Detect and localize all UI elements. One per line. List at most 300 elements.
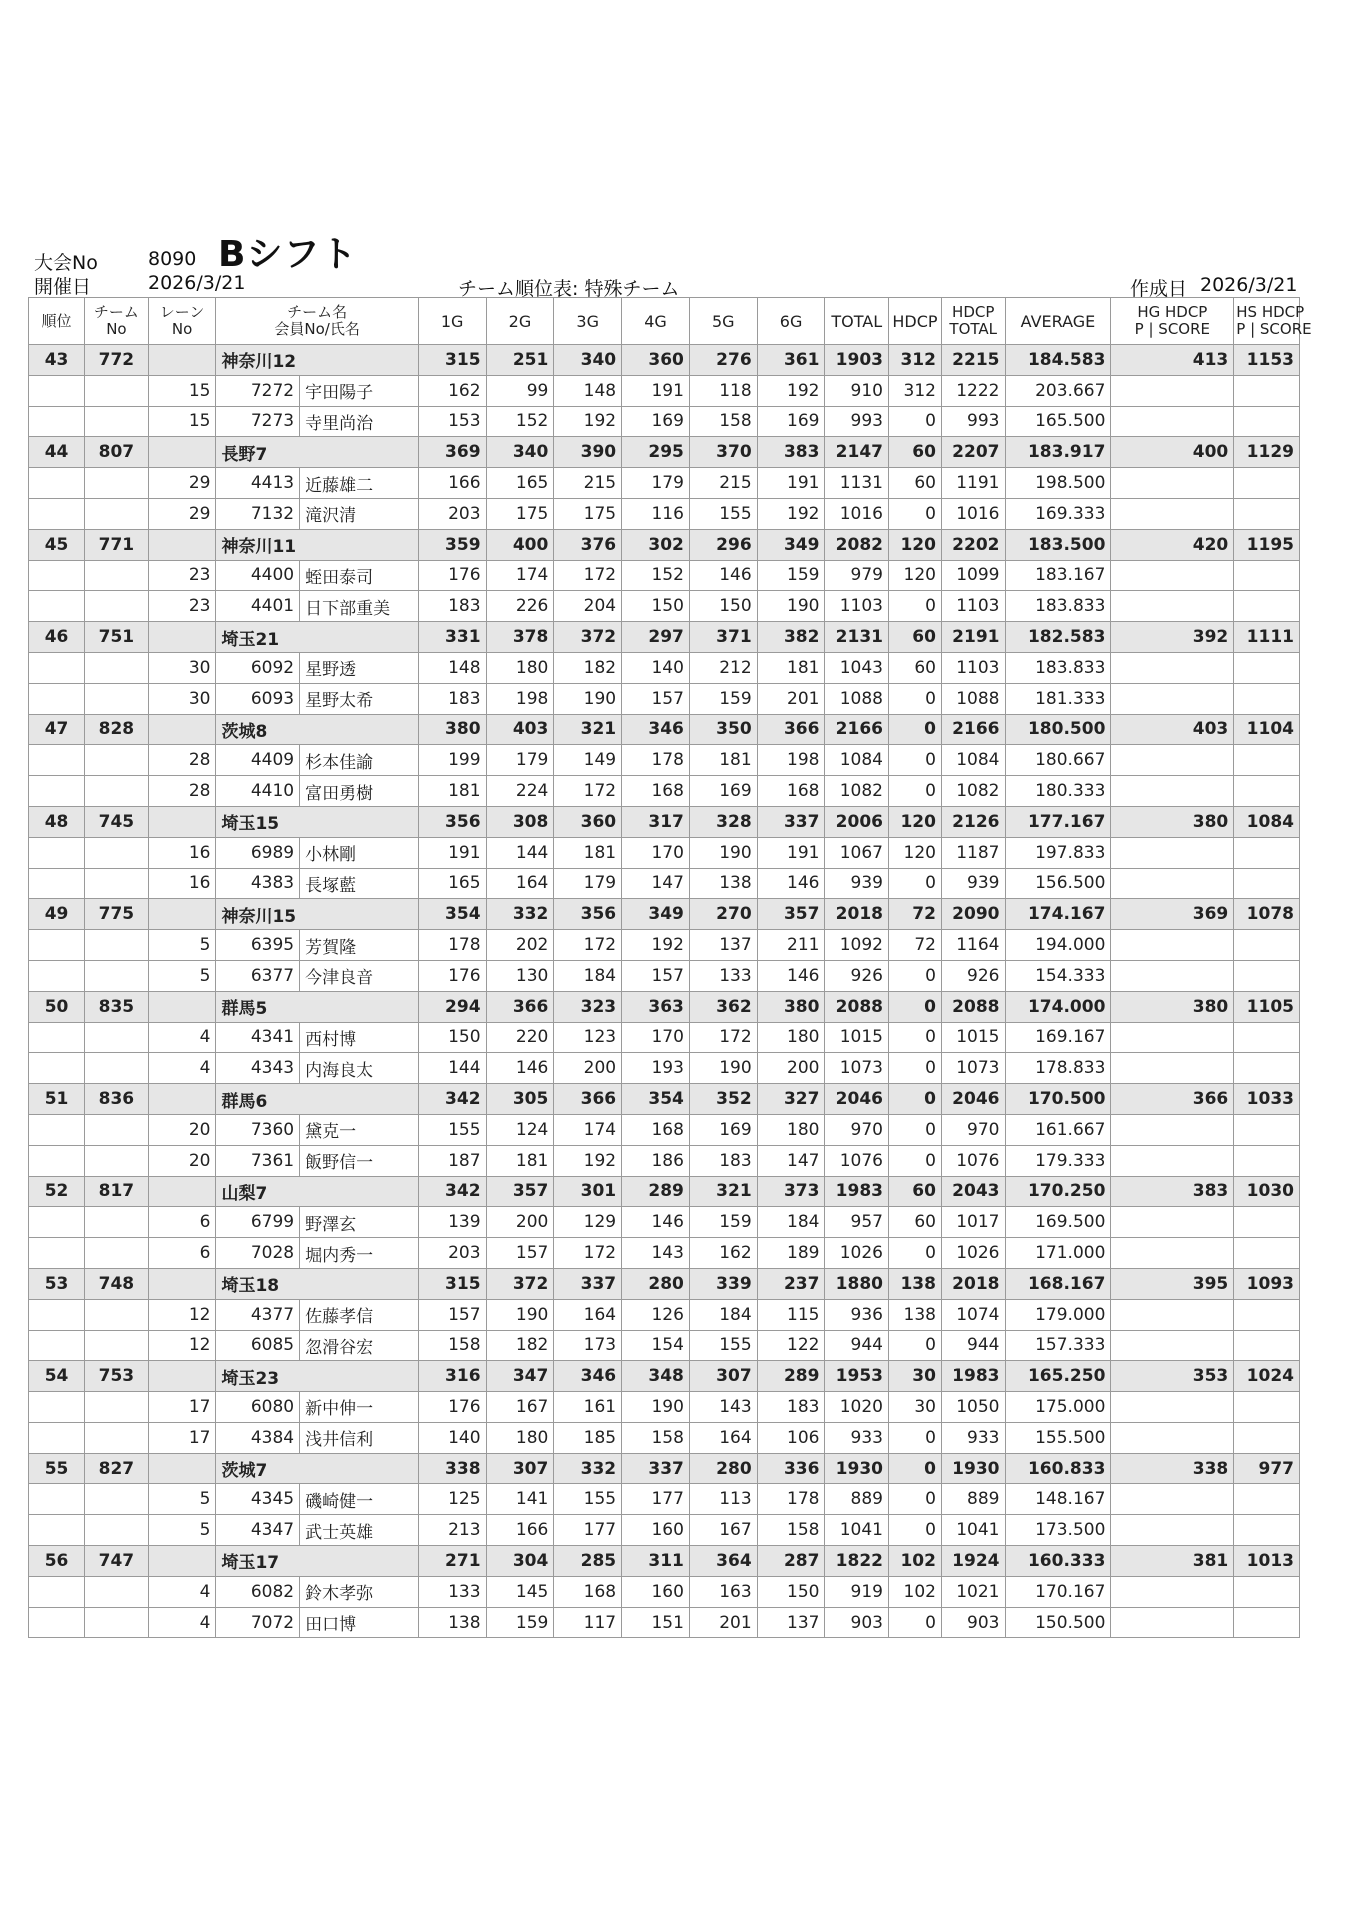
- team-game-6: 349: [757, 529, 825, 560]
- member-hdcp: 0: [889, 1238, 942, 1269]
- team-game-6: 361: [757, 345, 825, 376]
- member-lane: 5: [148, 1515, 216, 1546]
- team-game-2: 372: [486, 1268, 554, 1299]
- team-total: 2166: [825, 714, 889, 745]
- team-game-1: 359: [418, 529, 486, 560]
- team-game-2: 340: [486, 437, 554, 468]
- member-team-blank: [85, 1607, 149, 1638]
- member-game-3: 204: [554, 591, 622, 622]
- team-game-6: 380: [757, 991, 825, 1022]
- team-average: 183.917: [1005, 437, 1111, 468]
- member-game-5: 158: [689, 406, 757, 437]
- team-name: 埼玉21: [216, 622, 418, 653]
- member-rank-blank: [29, 498, 85, 529]
- team-game-5: 371: [689, 622, 757, 653]
- member-game-5: 113: [689, 1484, 757, 1515]
- team-hs-score: 1129: [1234, 437, 1300, 468]
- team-game-5: 350: [689, 714, 757, 745]
- member-game-2: 180: [486, 1422, 554, 1453]
- member-game-5: 155: [689, 1330, 757, 1361]
- member-hs-blank: [1234, 930, 1300, 961]
- member-game-6: 122: [757, 1330, 825, 1361]
- team-hs-score: 1093: [1234, 1268, 1300, 1299]
- member-game-6: 150: [757, 1576, 825, 1607]
- member-game-2: 182: [486, 1330, 554, 1361]
- member-game-5: 169: [689, 776, 757, 807]
- member-name: 滝沢清: [300, 498, 419, 529]
- member-rank-blank: [29, 868, 85, 899]
- member-hs-blank: [1234, 960, 1300, 991]
- member-name: 田口博: [300, 1607, 419, 1638]
- member-average: 197.833: [1005, 837, 1111, 868]
- team-total: 2088: [825, 991, 889, 1022]
- member-team-blank: [85, 1022, 149, 1053]
- member-hg-blank: [1111, 1484, 1234, 1515]
- member-game-4: 147: [622, 868, 690, 899]
- member-team-blank: [85, 1392, 149, 1423]
- team-game-1: 380: [418, 714, 486, 745]
- team-game-5: 321: [689, 1176, 757, 1207]
- member-game-1: 176: [418, 1392, 486, 1423]
- team-game-3: 332: [554, 1453, 622, 1484]
- team-lane-blank: [148, 991, 216, 1022]
- member-average: 157.333: [1005, 1330, 1111, 1361]
- member-hs-blank: [1234, 560, 1300, 591]
- member-hdcp: 0: [889, 1114, 942, 1145]
- member-game-5: 167: [689, 1515, 757, 1546]
- member-lane: 23: [148, 591, 216, 622]
- member-game-1: 183: [418, 683, 486, 714]
- member-no: 4347: [216, 1515, 300, 1546]
- col-team-name: チーム名 会員No/氏名: [216, 298, 418, 345]
- member-team-blank: [85, 1330, 149, 1361]
- member-lane: 30: [148, 683, 216, 714]
- member-hg-blank: [1111, 498, 1234, 529]
- member-row: [29, 1392, 1300, 1423]
- member-name: 星野透: [300, 652, 419, 683]
- team-rank: 56: [29, 1546, 85, 1577]
- team-hs-score: 1195: [1234, 529, 1300, 560]
- member-game-3: 182: [554, 652, 622, 683]
- member-game-3: 172: [554, 776, 622, 807]
- member-average: 180.667: [1005, 745, 1111, 776]
- team-hdcp: 120: [889, 806, 942, 837]
- team-game-2: 307: [486, 1453, 554, 1484]
- member-game-6: 191: [757, 837, 825, 868]
- team-name: 埼玉17: [216, 1546, 418, 1577]
- member-game-5: 162: [689, 1238, 757, 1269]
- member-hg-blank: [1111, 1022, 1234, 1053]
- member-game-1: 150: [418, 1022, 486, 1053]
- team-hdcp-total: 2090: [941, 899, 1005, 930]
- member-name: 芳賀隆: [300, 930, 419, 961]
- team-game-4: 295: [622, 437, 690, 468]
- member-hdcp: 0: [889, 1053, 942, 1084]
- col-g5: 5G: [689, 298, 757, 345]
- member-game-4: 179: [622, 468, 690, 499]
- member-total: 1076: [825, 1145, 889, 1176]
- member-game-4: 146: [622, 1207, 690, 1238]
- team-game-2: 304: [486, 1546, 554, 1577]
- team-game-4: 360: [622, 345, 690, 376]
- member-game-6: 183: [757, 1392, 825, 1423]
- member-average: 169.167: [1005, 1022, 1111, 1053]
- team-total: 1983: [825, 1176, 889, 1207]
- member-hs-blank: [1234, 1022, 1300, 1053]
- table-header-row: [29, 298, 1300, 345]
- team-total: 1822: [825, 1546, 889, 1577]
- member-rank-blank: [29, 591, 85, 622]
- member-row: [29, 837, 1300, 868]
- team-hdcp: 72: [889, 899, 942, 930]
- member-average: 183.833: [1005, 591, 1111, 622]
- team-average: 183.500: [1005, 529, 1111, 560]
- col-average: AVERAGE: [1005, 298, 1111, 345]
- team-row: [29, 714, 1300, 745]
- member-average: 183.833: [1005, 652, 1111, 683]
- team-game-1: 316: [418, 1361, 486, 1392]
- team-game-3: 356: [554, 899, 622, 930]
- member-name: 堀内秀一: [300, 1238, 419, 1269]
- member-game-6: 211: [757, 930, 825, 961]
- team-game-2: 308: [486, 806, 554, 837]
- member-total: 919: [825, 1576, 889, 1607]
- team-lane-blank: [148, 1453, 216, 1484]
- team-rank: 51: [29, 1084, 85, 1115]
- member-total: 1088: [825, 683, 889, 714]
- team-game-4: 363: [622, 991, 690, 1022]
- member-game-1: 138: [418, 1607, 486, 1638]
- team-name: 茨城8: [216, 714, 418, 745]
- team-hg-score: 395: [1111, 1268, 1234, 1299]
- member-lane: 15: [148, 375, 216, 406]
- member-game-2: 200: [486, 1207, 554, 1238]
- member-game-3: 172: [554, 930, 622, 961]
- member-game-6: 192: [757, 498, 825, 529]
- member-name: 新中伸一: [300, 1392, 419, 1423]
- member-total: 1131: [825, 468, 889, 499]
- member-total: 1092: [825, 930, 889, 961]
- member-game-2: 152: [486, 406, 554, 437]
- team-game-1: 315: [418, 1268, 486, 1299]
- member-game-6: 180: [757, 1114, 825, 1145]
- member-no: 4345: [216, 1484, 300, 1515]
- member-hdcp: 72: [889, 930, 942, 961]
- team-average: 160.333: [1005, 1546, 1111, 1577]
- member-rank-blank: [29, 683, 85, 714]
- member-hg-blank: [1111, 1053, 1234, 1084]
- member-lane: 23: [148, 560, 216, 591]
- member-game-4: 192: [622, 930, 690, 961]
- member-game-3: 175: [554, 498, 622, 529]
- team-game-4: 354: [622, 1084, 690, 1115]
- member-game-1: 203: [418, 1238, 486, 1269]
- member-lane: 28: [148, 745, 216, 776]
- team-hdcp-total: 2126: [941, 806, 1005, 837]
- team-game-3: 360: [554, 806, 622, 837]
- team-name: 神奈川15: [216, 899, 418, 930]
- member-game-2: 164: [486, 868, 554, 899]
- member-hs-blank: [1234, 683, 1300, 714]
- member-average: 194.000: [1005, 930, 1111, 961]
- member-average: 148.167: [1005, 1484, 1111, 1515]
- member-hg-blank: [1111, 1576, 1234, 1607]
- member-game-3: 190: [554, 683, 622, 714]
- member-game-1: 199: [418, 745, 486, 776]
- member-hg-blank: [1111, 1238, 1234, 1269]
- team-row: [29, 1361, 1300, 1392]
- team-lane-blank: [148, 806, 216, 837]
- member-hdcp-total: 1082: [941, 776, 1005, 807]
- team-average: 184.583: [1005, 345, 1111, 376]
- member-hdcp-total: 993: [941, 406, 1005, 437]
- member-game-1: 183: [418, 591, 486, 622]
- member-game-4: 186: [622, 1145, 690, 1176]
- member-hdcp: 0: [889, 591, 942, 622]
- team-game-5: 370: [689, 437, 757, 468]
- member-hdcp: 102: [889, 1576, 942, 1607]
- member-hg-blank: [1111, 1422, 1234, 1453]
- team-hg-score: 383: [1111, 1176, 1234, 1207]
- member-total: 939: [825, 868, 889, 899]
- member-game-6: 200: [757, 1053, 825, 1084]
- member-hdcp: 120: [889, 560, 942, 591]
- member-game-1: 213: [418, 1515, 486, 1546]
- member-game-1: 144: [418, 1053, 486, 1084]
- team-lane-blank: [148, 899, 216, 930]
- member-no: 6377: [216, 960, 300, 991]
- member-hdcp-total: 1099: [941, 560, 1005, 591]
- member-game-2: 99: [486, 375, 554, 406]
- member-hdcp: 0: [889, 745, 942, 776]
- member-lane: 20: [148, 1145, 216, 1176]
- member-hdcp-total: 1164: [941, 930, 1005, 961]
- team-game-1: 342: [418, 1084, 486, 1115]
- member-row: [29, 1053, 1300, 1084]
- team-total: 2006: [825, 806, 889, 837]
- team-rank: 49: [29, 899, 85, 930]
- member-game-6: 115: [757, 1299, 825, 1330]
- team-game-1: 342: [418, 1176, 486, 1207]
- member-no: 6093: [216, 683, 300, 714]
- member-name: 鈴木孝弥: [300, 1576, 419, 1607]
- member-game-6: 190: [757, 591, 825, 622]
- member-game-5: 190: [689, 1053, 757, 1084]
- team-rank: 55: [29, 1453, 85, 1484]
- team-game-3: 390: [554, 437, 622, 468]
- member-game-3: 174: [554, 1114, 622, 1145]
- member-game-1: 139: [418, 1207, 486, 1238]
- team-game-4: 289: [622, 1176, 690, 1207]
- team-game-2: 357: [486, 1176, 554, 1207]
- team-hdcp: 60: [889, 437, 942, 468]
- member-hdcp: 0: [889, 1484, 942, 1515]
- member-game-3: 117: [554, 1607, 622, 1638]
- member-hdcp-total: 1016: [941, 498, 1005, 529]
- member-no: 4413: [216, 468, 300, 499]
- member-rank-blank: [29, 652, 85, 683]
- member-game-2: 198: [486, 683, 554, 714]
- team-average: 177.167: [1005, 806, 1111, 837]
- member-hdcp: 0: [889, 868, 942, 899]
- member-total: 1020: [825, 1392, 889, 1423]
- member-name: 寺里尚治: [300, 406, 419, 437]
- member-average: 198.500: [1005, 468, 1111, 499]
- member-game-6: 189: [757, 1238, 825, 1269]
- member-game-6: 201: [757, 683, 825, 714]
- col-hs-hdcp-score: HS HDCP P | SCORE: [1234, 298, 1300, 345]
- team-name: 山梨7: [216, 1176, 418, 1207]
- member-team-blank: [85, 1515, 149, 1546]
- member-row: [29, 1484, 1300, 1515]
- member-row: [29, 406, 1300, 437]
- member-row: [29, 930, 1300, 961]
- member-hdcp: 0: [889, 1607, 942, 1638]
- member-name: 内海良太: [300, 1053, 419, 1084]
- member-hdcp-total: 1103: [941, 652, 1005, 683]
- team-game-3: 372: [554, 622, 622, 653]
- member-hs-blank: [1234, 1207, 1300, 1238]
- member-average: 169.500: [1005, 1207, 1111, 1238]
- member-game-5: 137: [689, 930, 757, 961]
- team-hs-score: 1153: [1234, 345, 1300, 376]
- member-lane: 4: [148, 1607, 216, 1638]
- team-game-6: 237: [757, 1268, 825, 1299]
- member-hs-blank: [1234, 591, 1300, 622]
- member-game-3: 129: [554, 1207, 622, 1238]
- member-hdcp-total: 1021: [941, 1576, 1005, 1607]
- member-rank-blank: [29, 1299, 85, 1330]
- team-average: 165.250: [1005, 1361, 1111, 1392]
- member-average: 161.667: [1005, 1114, 1111, 1145]
- member-hdcp: 0: [889, 960, 942, 991]
- member-game-2: 159: [486, 1607, 554, 1638]
- team-hdcp-total: 2215: [941, 345, 1005, 376]
- member-game-1: 125: [418, 1484, 486, 1515]
- team-hdcp: 102: [889, 1546, 942, 1577]
- member-hs-blank: [1234, 468, 1300, 499]
- member-game-4: 158: [622, 1422, 690, 1453]
- member-game-4: 151: [622, 1607, 690, 1638]
- member-team-blank: [85, 1299, 149, 1330]
- team-game-5: 362: [689, 991, 757, 1022]
- team-game-5: 280: [689, 1453, 757, 1484]
- member-hs-blank: [1234, 652, 1300, 683]
- member-lane: 30: [148, 652, 216, 683]
- member-game-5: 184: [689, 1299, 757, 1330]
- member-lane: 5: [148, 930, 216, 961]
- member-hdcp-total: 1073: [941, 1053, 1005, 1084]
- member-name: 野澤玄: [300, 1207, 419, 1238]
- member-game-4: 169: [622, 406, 690, 437]
- member-rank-blank: [29, 1114, 85, 1145]
- member-rank-blank: [29, 1422, 85, 1453]
- member-no: 4341: [216, 1022, 300, 1053]
- member-hdcp-total: 1084: [941, 745, 1005, 776]
- team-rank: 43: [29, 345, 85, 376]
- member-game-1: 158: [418, 1330, 486, 1361]
- member-team-blank: [85, 406, 149, 437]
- member-game-2: 190: [486, 1299, 554, 1330]
- team-game-5: 352: [689, 1084, 757, 1115]
- member-game-1: 133: [418, 1576, 486, 1607]
- member-average: 155.500: [1005, 1422, 1111, 1453]
- team-hdcp-total: 2018: [941, 1268, 1005, 1299]
- member-game-2: 141: [486, 1484, 554, 1515]
- team-name: 群馬5: [216, 991, 418, 1022]
- member-game-3: 172: [554, 1238, 622, 1269]
- member-game-6: 191: [757, 468, 825, 499]
- member-hg-blank: [1111, 1607, 1234, 1638]
- date-label: 開催日: [34, 276, 92, 298]
- team-hg-score: 420: [1111, 529, 1234, 560]
- member-row: [29, 1607, 1300, 1638]
- member-no: 7132: [216, 498, 300, 529]
- member-team-blank: [85, 683, 149, 714]
- team-hdcp: 30: [889, 1361, 942, 1392]
- member-no: 4343: [216, 1053, 300, 1084]
- member-lane: 6: [148, 1238, 216, 1269]
- team-no: 747: [85, 1546, 149, 1577]
- member-name: 飯野信一: [300, 1145, 419, 1176]
- team-game-1: 315: [418, 345, 486, 376]
- team-no: 828: [85, 714, 149, 745]
- team-game-3: 323: [554, 991, 622, 1022]
- member-team-blank: [85, 560, 149, 591]
- member-game-3: 192: [554, 406, 622, 437]
- member-hg-blank: [1111, 652, 1234, 683]
- team-no: 807: [85, 437, 149, 468]
- team-row: [29, 1176, 1300, 1207]
- member-total: 1041: [825, 1515, 889, 1546]
- team-hdcp-total: 2166: [941, 714, 1005, 745]
- member-game-2: 124: [486, 1114, 554, 1145]
- member-average: 175.000: [1005, 1392, 1111, 1423]
- member-lane: 29: [148, 468, 216, 499]
- member-hdcp-total: 1191: [941, 468, 1005, 499]
- member-team-blank: [85, 1207, 149, 1238]
- member-row: [29, 560, 1300, 591]
- member-team-blank: [85, 498, 149, 529]
- team-average: 180.500: [1005, 714, 1111, 745]
- member-row: [29, 1515, 1300, 1546]
- member-lane: 5: [148, 960, 216, 991]
- member-no: 6799: [216, 1207, 300, 1238]
- team-hg-score: 400: [1111, 437, 1234, 468]
- member-game-1: 162: [418, 375, 486, 406]
- member-hg-blank: [1111, 930, 1234, 961]
- team-total: 2082: [825, 529, 889, 560]
- member-hdcp: 0: [889, 406, 942, 437]
- member-row: [29, 1576, 1300, 1607]
- member-game-2: 166: [486, 1515, 554, 1546]
- member-lane: 29: [148, 498, 216, 529]
- member-row: [29, 1022, 1300, 1053]
- member-game-5: 215: [689, 468, 757, 499]
- member-game-1: 140: [418, 1422, 486, 1453]
- member-hs-blank: [1234, 1053, 1300, 1084]
- team-total: 1903: [825, 345, 889, 376]
- member-hdcp: 138: [889, 1299, 942, 1330]
- member-team-blank: [85, 375, 149, 406]
- team-game-3: 376: [554, 529, 622, 560]
- team-hg-score: 403: [1111, 714, 1234, 745]
- member-hdcp-total: 1074: [941, 1299, 1005, 1330]
- team-game-2: 378: [486, 622, 554, 653]
- member-row: [29, 960, 1300, 991]
- team-rank: 50: [29, 991, 85, 1022]
- member-game-3: 173: [554, 1330, 622, 1361]
